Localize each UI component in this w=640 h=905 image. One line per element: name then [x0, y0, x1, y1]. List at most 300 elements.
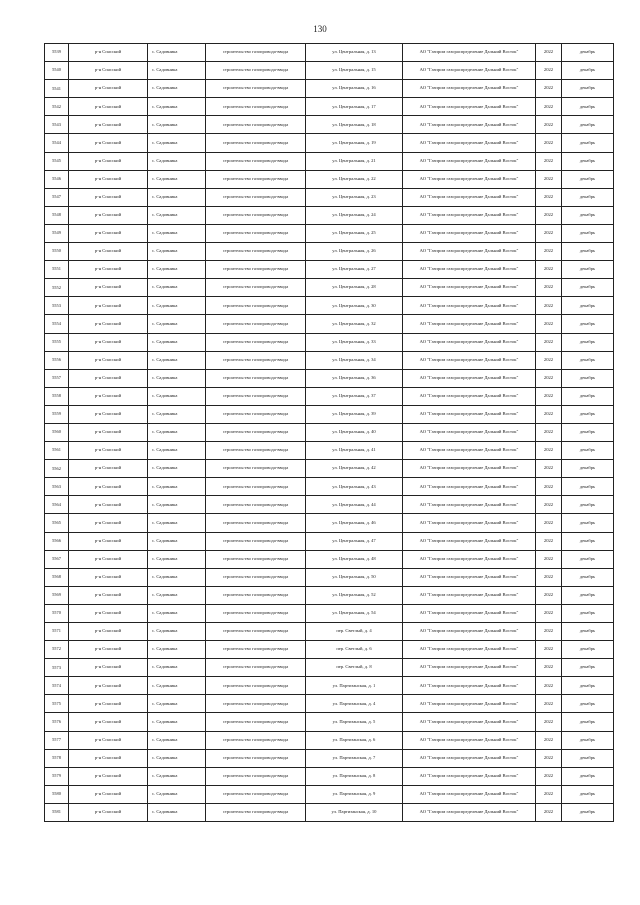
cell-district: р-н Спасский [69, 315, 148, 333]
cell-settlement: с. Садовника [148, 604, 206, 622]
cell-address: ул. Центральная, д. 24 [306, 206, 403, 224]
cell-record-number: 5579 [45, 767, 69, 785]
cell-settlement: с. Садовника [148, 279, 206, 297]
cell-work-type: строительство газопровода-ввода [206, 116, 306, 134]
cell-year: 2022 [536, 749, 562, 767]
cell-month: декабрь [562, 677, 614, 695]
cell-district: р-н Спасский [69, 134, 148, 152]
cell-year: 2022 [536, 206, 562, 224]
cell-month: декабрь [562, 623, 614, 641]
cell-settlement: с. Садовника [148, 98, 206, 116]
cell-work-type: строительство газопровода-ввода [206, 496, 306, 514]
cell-organization: АО "Газпром газораспределение Дальний Восток" [403, 749, 536, 767]
cell-record-number: 5559 [45, 405, 69, 423]
cell-year: 2022 [536, 731, 562, 749]
cell-address: ул. Центральная, д. 27 [306, 261, 403, 279]
cell-year: 2022 [536, 98, 562, 116]
cell-district: р-н Спасский [69, 604, 148, 622]
cell-record-number: 5580 [45, 785, 69, 803]
gas-pipeline-registry-table [44, 43, 614, 822]
cell-record-number: 5553 [45, 297, 69, 315]
cell-month: декабрь [562, 134, 614, 152]
cell-district: р-н Спасский [69, 387, 148, 405]
cell-year: 2022 [536, 568, 562, 586]
cell-year: 2022 [536, 134, 562, 152]
cell-month: декабрь [562, 297, 614, 315]
cell-year: 2022 [536, 297, 562, 315]
cell-record-number: 5549 [45, 224, 69, 242]
table-row [45, 62, 614, 80]
table-row [45, 731, 614, 749]
cell-organization: АО "Газпром газораспределение Дальний Восток" [403, 188, 536, 206]
cell-settlement: с. Садовника [148, 170, 206, 188]
cell-settlement: с. Садовника [148, 333, 206, 351]
cell-address: ул. Партизанская, д. 1 [306, 677, 403, 695]
cell-year: 2022 [536, 604, 562, 622]
cell-organization: АО "Газпром газораспределение Дальний Восток" [403, 695, 536, 713]
cell-address: ул. Центральная, д. 28 [306, 279, 403, 297]
cell-settlement: с. Садовника [148, 442, 206, 460]
table-row [45, 460, 614, 478]
cell-settlement: с. Садовника [148, 80, 206, 98]
table-row [45, 423, 614, 441]
cell-organization: АО "Газпром газораспределение Дальний Восток" [403, 586, 536, 604]
cell-month: декабрь [562, 478, 614, 496]
cell-settlement: с. Садовника [148, 116, 206, 134]
cell-district: р-н Спасский [69, 405, 148, 423]
cell-organization: АО "Газпром газораспределение Дальний Восток" [403, 152, 536, 170]
cell-district: р-н Спасский [69, 152, 148, 170]
cell-month: декабрь [562, 369, 614, 387]
table-row [45, 369, 614, 387]
cell-settlement: с. Садовника [148, 478, 206, 496]
cell-year: 2022 [536, 261, 562, 279]
cell-record-number: 5551 [45, 261, 69, 279]
table-row [45, 767, 614, 785]
cell-record-number: 5561 [45, 442, 69, 460]
cell-settlement: с. Садовника [148, 62, 206, 80]
cell-district: р-н Спасский [69, 170, 148, 188]
cell-district: р-н Спасский [69, 659, 148, 677]
cell-settlement: с. Садовника [148, 749, 206, 767]
cell-month: декабрь [562, 170, 614, 188]
cell-organization: АО "Газпром газораспределение Дальний Восток" [403, 170, 536, 188]
cell-year: 2022 [536, 713, 562, 731]
table-row [45, 297, 614, 315]
table-row [45, 116, 614, 134]
cell-organization: АО "Газпром газораспределение Дальний Восток" [403, 279, 536, 297]
cell-address: ул. Центральная, д. 46 [306, 514, 403, 532]
cell-address: ул. Центральная, д. 23 [306, 188, 403, 206]
cell-district: р-н Спасский [69, 261, 148, 279]
cell-address: ул. Центральная, д. 44 [306, 496, 403, 514]
cell-work-type: строительство газопровода-ввода [206, 623, 306, 641]
cell-year: 2022 [536, 496, 562, 514]
cell-work-type: строительство газопровода-ввода [206, 224, 306, 242]
cell-work-type: строительство газопровода-ввода [206, 62, 306, 80]
cell-settlement: с. Садовника [148, 297, 206, 315]
cell-address: ул. Центральная, д. 48 [306, 550, 403, 568]
cell-month: декабрь [562, 62, 614, 80]
cell-organization: АО "Газпром газораспределение Дальний Восток" [403, 44, 536, 62]
cell-record-number: 5548 [45, 206, 69, 224]
cell-district: р-н Спасский [69, 478, 148, 496]
cell-district: р-н Спасский [69, 206, 148, 224]
cell-work-type: строительство газопровода-ввода [206, 749, 306, 767]
cell-settlement: с. Садовника [148, 369, 206, 387]
cell-address: ул. Центральная, д. 17 [306, 98, 403, 116]
cell-address: ул. Центральная, д. 34 [306, 351, 403, 369]
cell-record-number: 5568 [45, 568, 69, 586]
cell-organization: АО "Газпром газораспределение Дальний Восток" [403, 206, 536, 224]
cell-month: декабрь [562, 568, 614, 586]
cell-address: ул. Центральная, д. 33 [306, 333, 403, 351]
cell-work-type: строительство газопровода-ввода [206, 803, 306, 821]
cell-year: 2022 [536, 586, 562, 604]
cell-work-type: строительство газопровода-ввода [206, 442, 306, 460]
cell-year: 2022 [536, 243, 562, 261]
cell-month: декабрь [562, 731, 614, 749]
cell-district: р-н Спасский [69, 767, 148, 785]
cell-record-number: 5558 [45, 387, 69, 405]
cell-address: ул. Центральная, д. 15 [306, 62, 403, 80]
cell-record-number: 5543 [45, 116, 69, 134]
cell-address: пер. Светлый, д. 4 [306, 623, 403, 641]
cell-address: ул. Центральная, д. 13 [306, 44, 403, 62]
cell-settlement: с. Садовника [148, 44, 206, 62]
cell-district: р-н Спасский [69, 677, 148, 695]
cell-district: р-н Спасский [69, 116, 148, 134]
cell-work-type: строительство газопровода-ввода [206, 532, 306, 550]
table-row [45, 333, 614, 351]
cell-settlement: с. Садовника [148, 713, 206, 731]
cell-record-number: 5545 [45, 152, 69, 170]
cell-record-number: 5542 [45, 98, 69, 116]
cell-record-number: 5571 [45, 623, 69, 641]
cell-organization: АО "Газпром газораспределение Дальний Восток" [403, 62, 536, 80]
cell-address: ул. Центральная, д. 40 [306, 423, 403, 441]
table-row [45, 604, 614, 622]
cell-record-number: 5566 [45, 532, 69, 550]
cell-work-type: строительство газопровода-ввода [206, 767, 306, 785]
cell-year: 2022 [536, 803, 562, 821]
cell-year: 2022 [536, 152, 562, 170]
cell-organization: АО "Газпром газораспределение Дальний Восток" [403, 369, 536, 387]
table-row [45, 152, 614, 170]
cell-year: 2022 [536, 623, 562, 641]
cell-record-number: 5560 [45, 423, 69, 441]
cell-year: 2022 [536, 659, 562, 677]
cell-organization: АО "Газпром газораспределение Дальний Восток" [403, 134, 536, 152]
cell-district: р-н Спасский [69, 243, 148, 261]
table-row [45, 659, 614, 677]
table-row [45, 387, 614, 405]
table-row [45, 478, 614, 496]
cell-settlement: с. Садовника [148, 550, 206, 568]
cell-work-type: строительство газопровода-ввода [206, 731, 306, 749]
cell-year: 2022 [536, 478, 562, 496]
cell-settlement: с. Садовника [148, 134, 206, 152]
cell-district: р-н Спасский [69, 442, 148, 460]
table-row [45, 785, 614, 803]
cell-work-type: строительство газопровода-ввода [206, 261, 306, 279]
cell-work-type: строительство газопровода-ввода [206, 134, 306, 152]
cell-work-type: строительство газопровода-ввода [206, 586, 306, 604]
cell-settlement: с. Садовника [148, 767, 206, 785]
cell-district: р-н Спасский [69, 623, 148, 641]
cell-work-type: строительство газопровода-ввода [206, 297, 306, 315]
cell-organization: АО "Газпром газораспределение Дальний Восток" [403, 98, 536, 116]
cell-settlement: с. Садовника [148, 351, 206, 369]
cell-month: декабрь [562, 641, 614, 659]
cell-month: декабрь [562, 659, 614, 677]
cell-district: р-н Спасский [69, 369, 148, 387]
cell-year: 2022 [536, 170, 562, 188]
cell-district: р-н Спасский [69, 785, 148, 803]
cell-organization: АО "Газпром газораспределение Дальний Восток" [403, 496, 536, 514]
cell-month: декабрь [562, 496, 614, 514]
cell-organization: АО "Газпром газораспределение Дальний Восток" [403, 405, 536, 423]
cell-settlement: с. Садовника [148, 224, 206, 242]
cell-district: р-н Спасский [69, 514, 148, 532]
cell-record-number: 5555 [45, 333, 69, 351]
cell-settlement: с. Садовника [148, 423, 206, 441]
table-row [45, 514, 614, 532]
cell-record-number: 5569 [45, 586, 69, 604]
cell-work-type: строительство газопровода-ввода [206, 677, 306, 695]
cell-year: 2022 [536, 423, 562, 441]
cell-address: ул. Центральная, д. 47 [306, 532, 403, 550]
cell-year: 2022 [536, 188, 562, 206]
cell-year: 2022 [536, 333, 562, 351]
cell-record-number: 5565 [45, 514, 69, 532]
cell-organization: АО "Газпром газораспределение Дальний Восток" [403, 532, 536, 550]
table-row [45, 351, 614, 369]
cell-district: р-н Спасский [69, 423, 148, 441]
cell-month: декабрь [562, 532, 614, 550]
cell-record-number: 5576 [45, 713, 69, 731]
cell-district: р-н Спасский [69, 731, 148, 749]
table-row [45, 405, 614, 423]
cell-work-type: строительство газопровода-ввода [206, 98, 306, 116]
cell-year: 2022 [536, 387, 562, 405]
cell-district: р-н Спасский [69, 532, 148, 550]
cell-work-type: строительство газопровода-ввода [206, 659, 306, 677]
cell-address: пер. Светлый, д. 8 [306, 659, 403, 677]
cell-settlement: с. Садовника [148, 261, 206, 279]
cell-work-type: строительство газопровода-ввода [206, 44, 306, 62]
cell-work-type: строительство газопровода-ввода [206, 423, 306, 441]
cell-organization: АО "Газпром газораспределение Дальний Восток" [403, 604, 536, 622]
cell-district: р-н Спасский [69, 44, 148, 62]
cell-address: ул. Центральная, д. 43 [306, 478, 403, 496]
cell-settlement: с. Садовника [148, 206, 206, 224]
cell-district: р-н Спасский [69, 297, 148, 315]
table-row [45, 568, 614, 586]
cell-year: 2022 [536, 550, 562, 568]
cell-month: декабрь [562, 713, 614, 731]
cell-work-type: строительство газопровода-ввода [206, 80, 306, 98]
cell-year: 2022 [536, 116, 562, 134]
cell-month: декабрь [562, 152, 614, 170]
cell-district: р-н Спасский [69, 695, 148, 713]
cell-year: 2022 [536, 442, 562, 460]
cell-address: ул. Партизанская, д. 8 [306, 767, 403, 785]
cell-settlement: с. Садовника [148, 152, 206, 170]
cell-record-number: 5577 [45, 731, 69, 749]
cell-record-number: 5575 [45, 695, 69, 713]
cell-work-type: строительство газопровода-ввода [206, 279, 306, 297]
cell-work-type: строительство газопровода-ввода [206, 387, 306, 405]
cell-month: декабрь [562, 243, 614, 261]
cell-settlement: с. Садовника [148, 315, 206, 333]
cell-record-number: 5567 [45, 550, 69, 568]
cell-address: ул. Партизанская, д. 5 [306, 713, 403, 731]
cell-settlement: с. Садовника [148, 677, 206, 695]
cell-organization: АО "Газпром газораспределение Дальний Восток" [403, 550, 536, 568]
cell-record-number: 5552 [45, 279, 69, 297]
cell-month: декабрь [562, 442, 614, 460]
cell-month: декабрь [562, 460, 614, 478]
table-row [45, 261, 614, 279]
cell-district: р-н Спасский [69, 568, 148, 586]
cell-year: 2022 [536, 677, 562, 695]
cell-year: 2022 [536, 460, 562, 478]
cell-record-number: 5578 [45, 749, 69, 767]
cell-address: ул. Центральная, д. 19 [306, 134, 403, 152]
cell-organization: АО "Газпром газораспределение Дальний Восток" [403, 677, 536, 695]
cell-address: ул. Центральная, д. 21 [306, 152, 403, 170]
cell-settlement: с. Садовника [148, 785, 206, 803]
cell-record-number: 5539 [45, 44, 69, 62]
page-number: 130 [313, 24, 327, 34]
cell-settlement: с. Садовника [148, 243, 206, 261]
cell-address: ул. Центральная, д. 25 [306, 224, 403, 242]
cell-district: р-н Спасский [69, 803, 148, 821]
cell-address: ул. Центральная, д. 36 [306, 369, 403, 387]
cell-year: 2022 [536, 514, 562, 532]
cell-work-type: строительство газопровода-ввода [206, 206, 306, 224]
cell-month: декабрь [562, 514, 614, 532]
table-row [45, 496, 614, 514]
cell-year: 2022 [536, 224, 562, 242]
cell-month: декабрь [562, 405, 614, 423]
cell-year: 2022 [536, 44, 562, 62]
cell-organization: АО "Газпром газораспределение Дальний Восток" [403, 514, 536, 532]
table-row [45, 44, 614, 62]
cell-record-number: 5562 [45, 460, 69, 478]
table-row [45, 134, 614, 152]
table-row [45, 550, 614, 568]
cell-month: декабрь [562, 803, 614, 821]
cell-organization: АО "Газпром газораспределение Дальний Восток" [403, 659, 536, 677]
cell-year: 2022 [536, 369, 562, 387]
cell-record-number: 5547 [45, 188, 69, 206]
cell-address: ул. Партизанская, д. 9 [306, 785, 403, 803]
cell-address: ул. Центральная, д. 30 [306, 297, 403, 315]
cell-work-type: строительство газопровода-ввода [206, 713, 306, 731]
cell-settlement: с. Садовника [148, 731, 206, 749]
cell-work-type: строительство газопровода-ввода [206, 568, 306, 586]
cell-record-number: 5581 [45, 803, 69, 821]
cell-organization: АО "Газпром газораспределение Дальний Восток" [403, 803, 536, 821]
cell-district: р-н Спасский [69, 749, 148, 767]
table-row [45, 586, 614, 604]
cell-settlement: с. Садовника [148, 641, 206, 659]
cell-work-type: строительство газопровода-ввода [206, 478, 306, 496]
cell-settlement: с. Садовника [148, 496, 206, 514]
cell-settlement: с. Садовника [148, 405, 206, 423]
cell-district: р-н Спасский [69, 80, 148, 98]
cell-settlement: с. Садовника [148, 568, 206, 586]
cell-record-number: 5544 [45, 134, 69, 152]
cell-district: р-н Спасский [69, 641, 148, 659]
cell-month: декабрь [562, 188, 614, 206]
cell-district: р-н Спасский [69, 586, 148, 604]
cell-address: ул. Центральная, д. 50 [306, 568, 403, 586]
table-row [45, 279, 614, 297]
cell-year: 2022 [536, 532, 562, 550]
cell-month: декабрь [562, 333, 614, 351]
table-row [45, 623, 614, 641]
cell-year: 2022 [536, 351, 562, 369]
cell-organization: АО "Газпром газораспределение Дальний Восток" [403, 261, 536, 279]
cell-work-type: строительство газопровода-ввода [206, 550, 306, 568]
cell-organization: АО "Газпром газораспределение Дальний Восток" [403, 333, 536, 351]
cell-district: р-н Спасский [69, 98, 148, 116]
cell-district: р-н Спасский [69, 496, 148, 514]
cell-year: 2022 [536, 767, 562, 785]
table-row [45, 224, 614, 242]
cell-work-type: строительство газопровода-ввода [206, 243, 306, 261]
cell-year: 2022 [536, 80, 562, 98]
cell-record-number: 5541 [45, 80, 69, 98]
cell-year: 2022 [536, 695, 562, 713]
cell-settlement: с. Садовника [148, 695, 206, 713]
table-row [45, 641, 614, 659]
table-row [45, 188, 614, 206]
cell-month: декабрь [562, 224, 614, 242]
cell-record-number: 5563 [45, 478, 69, 496]
cell-year: 2022 [536, 405, 562, 423]
table-row [45, 243, 614, 261]
cell-year: 2022 [536, 785, 562, 803]
cell-address: ул. Центральная, д. 54 [306, 604, 403, 622]
cell-work-type: строительство газопровода-ввода [206, 514, 306, 532]
cell-month: декабрь [562, 387, 614, 405]
cell-address: ул. Центральная, д. 22 [306, 170, 403, 188]
cell-record-number: 5572 [45, 641, 69, 659]
cell-address: ул. Центральная, д. 32 [306, 315, 403, 333]
cell-organization: АО "Газпром газораспределение Дальний Восток" [403, 224, 536, 242]
cell-work-type: строительство газопровода-ввода [206, 315, 306, 333]
cell-record-number: 5546 [45, 170, 69, 188]
cell-address: пер. Светлый, д. 6 [306, 641, 403, 659]
cell-organization: АО "Газпром газораспределение Дальний Восток" [403, 442, 536, 460]
cell-month: декабрь [562, 206, 614, 224]
cell-organization: АО "Газпром газораспределение Дальний Восток" [403, 460, 536, 478]
cell-work-type: строительство газопровода-ввода [206, 641, 306, 659]
cell-record-number: 5573 [45, 659, 69, 677]
cell-organization: АО "Газпром газораспределение Дальний Восток" [403, 478, 536, 496]
cell-month: декабрь [562, 550, 614, 568]
cell-address: ул. Центральная, д. 26 [306, 243, 403, 261]
cell-district: р-н Спасский [69, 62, 148, 80]
cell-organization: АО "Газпром газораспределение Дальний Восток" [403, 713, 536, 731]
cell-work-type: строительство газопровода-ввода [206, 152, 306, 170]
cell-district: р-н Спасский [69, 188, 148, 206]
cell-month: декабрь [562, 604, 614, 622]
